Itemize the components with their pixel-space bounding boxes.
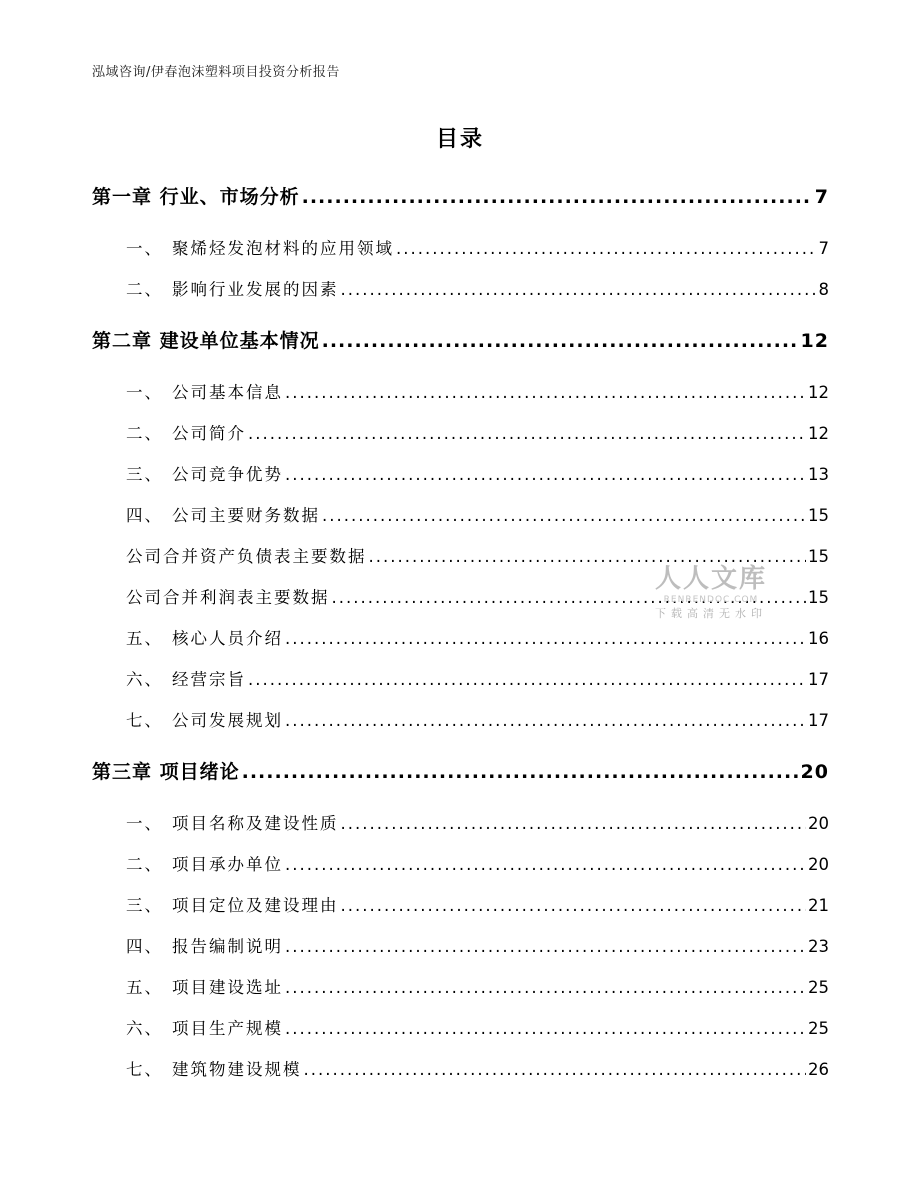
toc-label: 公司合并利润表主要数据 xyxy=(126,588,330,607)
toc-label: 聚烯烃发泡材料的应用领域 xyxy=(172,239,394,258)
toc-leader xyxy=(285,937,806,956)
toc-entry[interactable] xyxy=(126,892,829,916)
toc-label: 第一章 行业、市场分析 xyxy=(92,186,300,208)
toc-number: 一、 xyxy=(126,383,163,402)
toc-label: 建筑物建设规模 xyxy=(172,1060,302,1079)
toc-page: 21 xyxy=(808,896,829,915)
toc-page: 25 xyxy=(808,978,829,997)
toc-entry[interactable] xyxy=(126,933,829,957)
toc-page: 12 xyxy=(808,424,829,443)
toc-label: 公司竞争优势 xyxy=(172,465,283,484)
toc-chapter-3[interactable] xyxy=(92,757,829,784)
toc-chapter-2[interactable] xyxy=(92,326,829,353)
toc-label: 公司简介 xyxy=(172,424,246,443)
toc-page: 15 xyxy=(808,588,829,607)
toc-leader xyxy=(341,896,807,915)
toc-leader xyxy=(341,814,807,833)
toc-leader xyxy=(285,711,806,730)
toc-page: 13 xyxy=(808,465,829,484)
toc-entry[interactable] xyxy=(126,666,829,690)
toc-page: 12 xyxy=(808,383,829,402)
watermark-url: RENRENDOC.COM xyxy=(663,595,759,605)
toc-number: 四、 xyxy=(126,937,163,956)
toc-page: 16 xyxy=(808,629,829,648)
toc-entry[interactable] xyxy=(126,379,829,403)
toc-label: 项目承办单位 xyxy=(172,855,283,874)
toc-label: 第二章 建设单位基本情况 xyxy=(92,330,320,352)
toc-number: 四、 xyxy=(126,506,163,525)
toc-page: 12 xyxy=(800,330,829,352)
toc-number: 二、 xyxy=(126,424,163,443)
toc-page: 7 xyxy=(814,186,829,208)
toc-number: 七、 xyxy=(126,711,163,730)
toc-label: 公司发展规划 xyxy=(172,711,283,730)
toc-number: 三、 xyxy=(126,465,163,484)
page-title: 目录 xyxy=(435,127,484,152)
toc-entry[interactable] xyxy=(126,1015,829,1039)
toc-page: 25 xyxy=(808,1019,829,1038)
toc-label: 第三章 项目绪论 xyxy=(92,761,240,783)
toc-page: 20 xyxy=(808,814,829,833)
toc-leader xyxy=(396,239,817,258)
toc-leader xyxy=(285,629,806,648)
toc-entry[interactable] xyxy=(126,235,829,259)
toc-number: 五、 xyxy=(126,629,163,648)
toc-number: 七、 xyxy=(126,1060,163,1079)
toc-number: 一、 xyxy=(126,814,163,833)
toc-chapter-1[interactable] xyxy=(92,182,829,209)
toc-page: 8 xyxy=(818,280,829,299)
toc-number: 二、 xyxy=(126,280,163,299)
toc-page: 17 xyxy=(808,670,829,689)
toc-leader xyxy=(242,761,799,783)
toc-number: 二、 xyxy=(126,855,163,874)
toc-leader xyxy=(322,330,799,352)
toc-label: 公司合并资产负债表主要数据 xyxy=(126,547,367,566)
toc-page: 26 xyxy=(808,1060,829,1079)
toc-number: 一、 xyxy=(126,239,163,258)
toc-number: 六、 xyxy=(126,1019,163,1038)
toc-leader xyxy=(285,855,806,874)
toc-label: 项目生产规模 xyxy=(172,1019,283,1038)
watermark xyxy=(646,564,776,622)
toc-leader xyxy=(304,1060,807,1079)
toc-label: 经营宗旨 xyxy=(172,670,246,689)
toc-page: 20 xyxy=(800,761,829,783)
toc-leader xyxy=(285,465,806,484)
toc-label: 项目定位及建设理由 xyxy=(172,896,339,915)
toc-number: 六、 xyxy=(126,670,163,689)
toc-label: 核心人员介绍 xyxy=(172,629,283,648)
page-header: 泓域咨询/伊春泡沫塑料项目投资分析报告 xyxy=(92,65,340,80)
toc-entry[interactable] xyxy=(126,974,829,998)
toc-page: 20 xyxy=(808,855,829,874)
toc-page: 23 xyxy=(808,937,829,956)
toc-page: 15 xyxy=(808,506,829,525)
toc-entry[interactable] xyxy=(126,1056,829,1080)
toc-leader xyxy=(285,1019,806,1038)
toc-number: 五、 xyxy=(126,978,163,997)
toc-entry[interactable] xyxy=(126,707,829,731)
toc-label: 公司基本信息 xyxy=(172,383,283,402)
toc-entry[interactable] xyxy=(126,461,829,485)
watermark-logo-text: 人人文库 xyxy=(654,564,767,594)
toc-leader xyxy=(285,978,806,997)
toc-label: 项目名称及建设性质 xyxy=(172,814,339,833)
toc-leader xyxy=(248,670,806,689)
toc-leader xyxy=(302,186,813,208)
toc-leader xyxy=(285,383,806,402)
toc-number: 三、 xyxy=(126,896,163,915)
toc-entry[interactable] xyxy=(126,625,829,649)
toc-label: 项目建设选址 xyxy=(172,978,283,997)
toc-leader xyxy=(322,506,806,525)
toc-page: 7 xyxy=(818,239,829,258)
toc-page: 15 xyxy=(808,547,829,566)
toc-page: 17 xyxy=(808,711,829,730)
toc-entry[interactable] xyxy=(126,276,829,300)
toc-label: 影响行业发展的因素 xyxy=(172,280,339,299)
toc-entry[interactable] xyxy=(126,420,829,444)
toc-leader xyxy=(341,280,817,299)
toc-entry[interactable] xyxy=(126,851,829,875)
toc-entry[interactable] xyxy=(126,810,829,834)
toc-label: 公司主要财务数据 xyxy=(172,506,320,525)
toc-leader xyxy=(248,424,806,443)
toc-label: 报告编制说明 xyxy=(172,937,283,956)
toc-entry[interactable] xyxy=(126,502,829,526)
watermark-subtitle: 下载高清无水印 xyxy=(655,607,767,620)
